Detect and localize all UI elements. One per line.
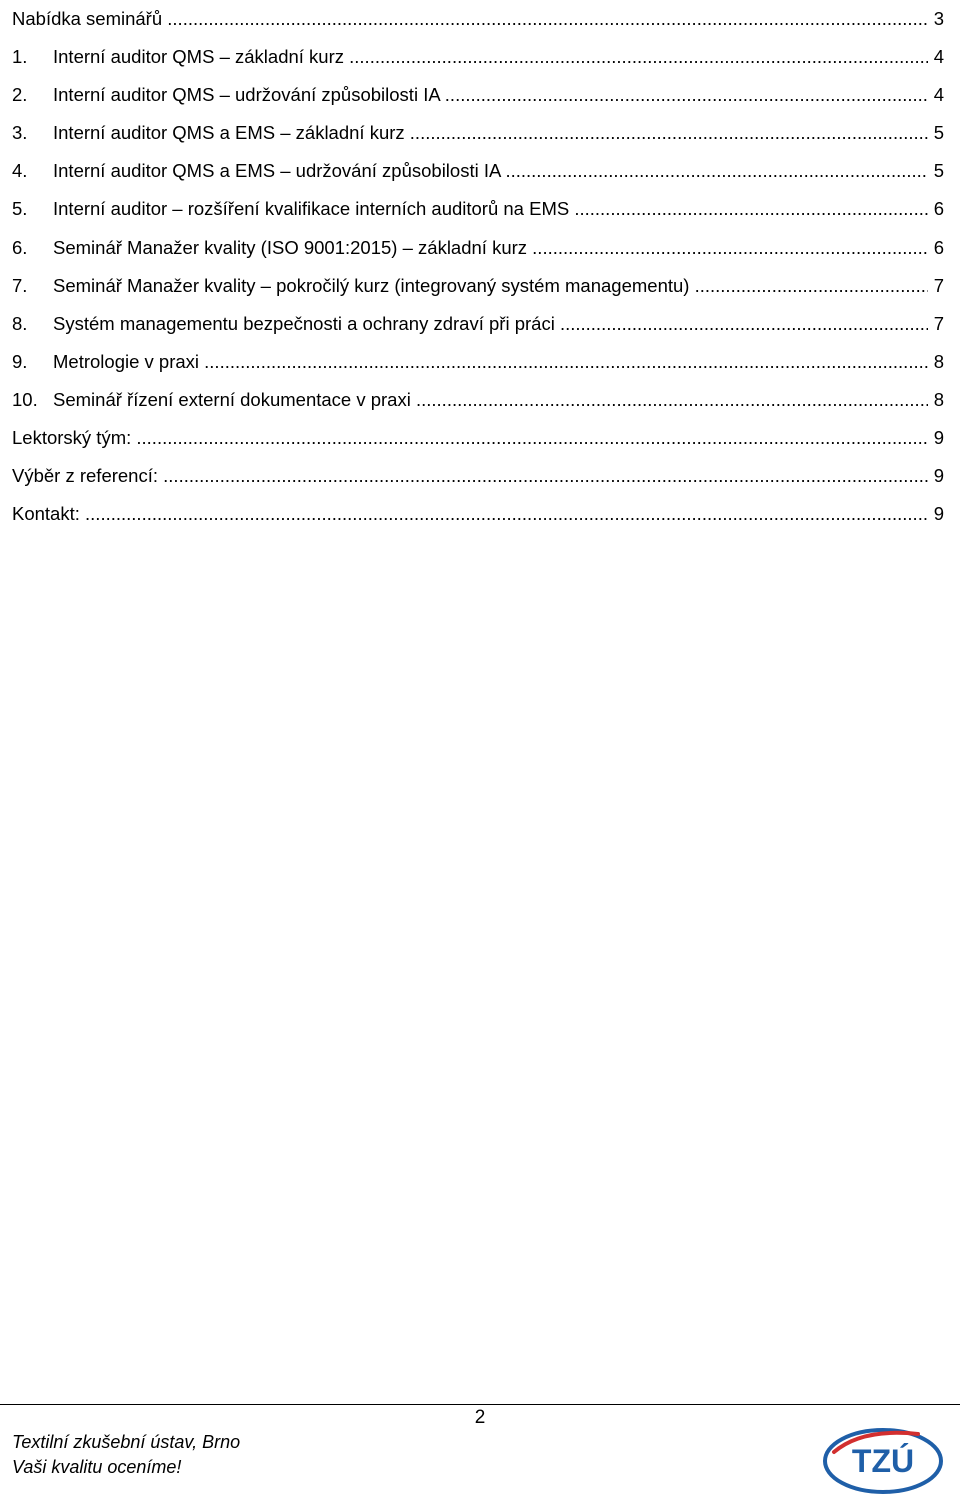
toc-title: Nabídka seminářů (12, 8, 163, 29)
toc-page-number: 9 (928, 419, 944, 457)
toc-page-number: 7 (928, 267, 944, 305)
toc-page-number: 5 (928, 114, 944, 152)
toc-entry[interactable] (12, 190, 944, 228)
toc-title: Systém managementu bezpečnosti a ochrany zdraví při práci (53, 312, 555, 334)
footer-slogan: Vaši kvalitu oceníme! (12, 1457, 182, 1477)
toc-entry[interactable] (12, 343, 944, 381)
toc-entry[interactable] (12, 0, 944, 38)
toc-entry[interactable] (12, 305, 944, 343)
toc-entry[interactable] (12, 267, 944, 305)
toc-page-number: 7 (928, 305, 944, 343)
toc-number: 4. (12, 160, 28, 182)
toc-title: Kontakt: (12, 503, 80, 525)
table-of-contents (12, 0, 944, 533)
toc-page-number: 8 (928, 343, 944, 381)
toc-title: Seminář řízení externí dokumentace v praxi (53, 388, 411, 410)
toc-entry[interactable] (12, 381, 944, 419)
toc-page-number: 3 (928, 0, 944, 38)
toc-title: Seminář Manažer kvality – pokročilý kurz (integrovaný systém managementu) (53, 274, 690, 296)
footer-institution (12, 1430, 240, 1480)
toc-title: Seminář Manažer kvality (ISO 9001:2015) – základní kurz (53, 236, 528, 258)
toc-number: 1. (12, 46, 28, 68)
toc-entry[interactable] (12, 38, 944, 76)
toc-number: 10. (12, 388, 38, 410)
tzu-logo (822, 1424, 944, 1496)
toc-number: 7. (12, 274, 28, 296)
toc-page-number: 4 (928, 76, 944, 114)
toc-title: Interní auditor QMS – udržování způsobilosti IA (53, 84, 440, 106)
toc-entry[interactable] (12, 457, 944, 495)
toc-entry[interactable] (12, 419, 944, 457)
toc-number: 2. (12, 84, 28, 106)
footer-institution-name: Textilní zkušební ústav, Brno (12, 1432, 241, 1452)
page-number: 2 (474, 1407, 486, 1428)
toc-page-number: 4 (928, 38, 944, 76)
toc-page-number: 6 (928, 229, 944, 267)
toc-page-number: 8 (928, 381, 944, 419)
toc-number: 9. (12, 350, 28, 372)
toc-title: Výběr z referencí: (12, 465, 159, 487)
toc-page-number: 6 (928, 190, 944, 228)
toc-page-number: 9 (928, 495, 944, 533)
toc-number: 6. (12, 236, 28, 258)
toc-number: 3. (12, 122, 28, 144)
toc-title: Interní auditor QMS a EMS – základní kurz (53, 122, 405, 144)
toc-entry[interactable] (12, 152, 944, 190)
toc-entry[interactable] (12, 495, 944, 533)
toc-number: 8. (12, 312, 28, 334)
toc-title: Lektorský tým: (12, 427, 132, 449)
toc-title: Interní auditor – rozšíření kvalifikace interních auditorů na EMS (53, 198, 570, 220)
toc-entry[interactable] (12, 229, 944, 267)
toc-number: 5. (12, 198, 28, 220)
toc-entry[interactable] (12, 114, 944, 152)
tzu-logo-text: TZÚ (851, 1443, 915, 1479)
toc-page-number: 9 (928, 457, 944, 495)
toc-title: Interní auditor QMS a EMS – udržování způsobilosti IA (53, 160, 501, 182)
toc-entry[interactable] (12, 76, 944, 114)
toc-page-number: 5 (928, 152, 944, 190)
toc-title: Metrologie v praxi (53, 350, 200, 372)
toc-title: Interní auditor QMS – základní kurz (53, 46, 344, 68)
